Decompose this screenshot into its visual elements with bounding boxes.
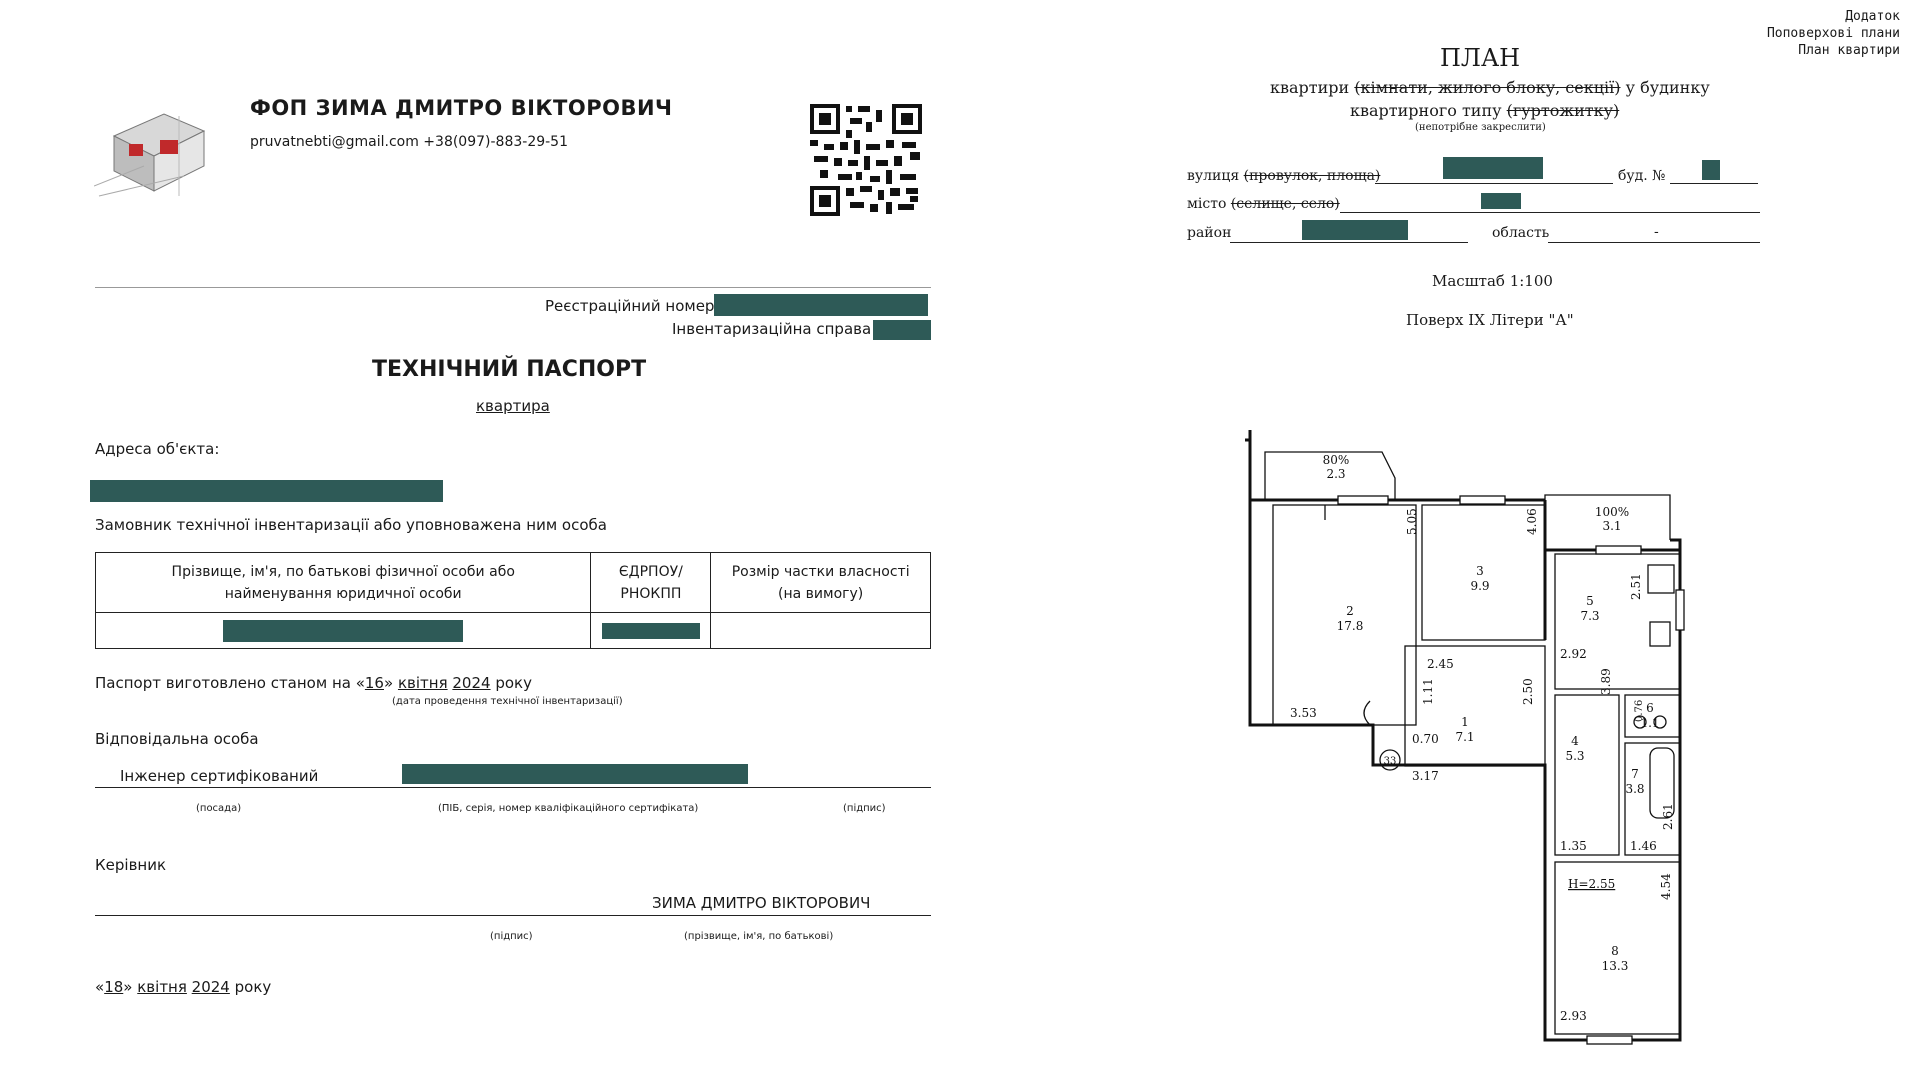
building-label: буд. № — [1618, 168, 1666, 184]
street-label: вулиця — [1187, 168, 1240, 184]
passport-date-line — [95, 674, 532, 692]
room-5-num: 5 — [1586, 594, 1594, 608]
table-header-share: Розмір частки власності (на вимогу) — [711, 553, 931, 613]
table-row — [96, 613, 931, 649]
dim-2-92: 2.92 — [1560, 647, 1587, 661]
inventory-case-redaction — [873, 320, 931, 340]
dim-1-11: 1.11 — [1421, 678, 1435, 705]
company-contacts: pruvatnebti@gmail.com +38(097)-883-29-51 — [250, 134, 569, 150]
dim-1-46: 1.46 — [1630, 839, 1657, 853]
dim-2-51: 2.51 — [1629, 573, 1643, 600]
city-line — [1340, 212, 1760, 213]
balcony-2-area: 3.1 — [1602, 519, 1622, 533]
head-label: Керівник — [95, 856, 167, 874]
street-redaction — [1443, 157, 1543, 179]
room-1-area: 7.1 — [1455, 730, 1475, 744]
table-cell-share — [711, 613, 931, 649]
appendix-corner — [1767, 8, 1900, 59]
city-label-line — [1187, 196, 1340, 212]
ceiling-height: H=2.55 — [1568, 877, 1616, 891]
inventory-case-label: Інвентаризаційна справа — [672, 320, 872, 338]
table-cell-code — [591, 613, 711, 649]
dim-0-70: 0.70 — [1412, 732, 1439, 746]
reg-number-redaction — [714, 294, 928, 316]
dim-5-05: 5.05 — [1405, 508, 1419, 535]
address-label: Адреса об'єкта: — [95, 440, 220, 458]
city-redaction — [1481, 193, 1521, 209]
balcony-1-pct: 80% — [1322, 453, 1350, 467]
floor-plan — [1230, 430, 1710, 1045]
room-8-area: 13.3 — [1601, 959, 1629, 973]
caption-fullname: (прізвище, ім'я, по батькові) — [684, 931, 834, 942]
balcony-1-area: 2.3 — [1326, 467, 1346, 481]
table-row — [96, 553, 931, 613]
city-label: місто — [1187, 196, 1227, 212]
room-2-num: 2 — [1346, 604, 1354, 618]
plan-floor: Поверх IX Літери "А" — [1406, 311, 1574, 329]
dim-2-50: 2.50 — [1521, 678, 1535, 705]
engineer-line — [95, 787, 931, 788]
plan-scale: Масштаб 1:100 — [1432, 272, 1553, 290]
passport-date-prefix: Паспорт виготовлено станом на « — [95, 674, 365, 692]
customer-label: Замовник технічної інвентаризації або уповноважена ним особа — [95, 516, 607, 534]
dim-1-35: 1.35 — [1560, 839, 1587, 853]
table-header-name: Прізвище, ім'я, по батькові фізичної особи або найменування юридичної особи — [96, 553, 591, 613]
head-name: ЗИМА ДМИТРО ВІКТОРОВИЧ — [652, 894, 871, 912]
room-3-area: 9.9 — [1470, 579, 1490, 593]
caption-signature: (підпис) — [843, 803, 886, 814]
district-line — [1230, 242, 1468, 243]
dim-2-93: 2.93 — [1560, 1009, 1587, 1023]
room-2-area: 17.8 — [1336, 619, 1364, 633]
appendix-line: План квартири — [1798, 43, 1900, 58]
table-cell-name — [96, 613, 591, 649]
code-redaction — [602, 623, 700, 639]
responsible-label: Відповідальна особа — [95, 730, 259, 748]
street-label-line — [1187, 168, 1380, 184]
signing-date-year: 2024 — [191, 978, 230, 996]
room-6-num: 6 — [1646, 701, 1654, 715]
dim-2-61: 2.61 — [1661, 803, 1675, 830]
room-6-area: 1.1 — [1640, 716, 1660, 730]
caption-certificate: (ПІБ, серія, номер кваліфікаційного сертифіката) — [438, 803, 699, 814]
signing-date-line — [95, 978, 271, 996]
district-label: район — [1187, 225, 1232, 241]
plan-line-1 — [1270, 78, 1710, 97]
qr-code-icon — [810, 104, 922, 216]
caption-signature-2: (підпис) — [490, 931, 533, 942]
signing-date-suffix: року — [234, 978, 272, 996]
dim-0-76: 0.76 — [1634, 699, 1645, 722]
stair-number: 33 — [1383, 756, 1397, 767]
dim-2-45: 2.45 — [1427, 657, 1454, 671]
table-header-code: ЄДРПОУ/ РНОКПП — [591, 553, 711, 613]
signing-date-open: « — [95, 978, 105, 996]
dim-3-89: 3.89 — [1599, 668, 1613, 695]
passport-date-day: 16 — [364, 674, 384, 692]
name-redaction — [223, 620, 463, 642]
plan-line-1-strike: (кімнати, жилого блоку, секції) — [1354, 78, 1621, 97]
plan-title: ПЛАН — [1440, 44, 1521, 72]
plan-line-2-a: квартирного типу — [1350, 101, 1502, 120]
signing-date-close: » — [123, 978, 133, 996]
dim-4-54: 4.54 — [1659, 873, 1673, 900]
head-line — [95, 915, 931, 916]
appendix-line: Додаток — [1845, 9, 1900, 24]
signing-date-day: 18 — [104, 978, 124, 996]
district-redaction — [1302, 220, 1408, 240]
building-3d-icon — [94, 96, 212, 202]
passport-date-suffix: року — [495, 674, 532, 692]
building-line — [1670, 183, 1758, 184]
region-label: область — [1492, 225, 1550, 241]
plan-line-1-b: у будинку — [1625, 78, 1710, 97]
room-3-num: 3 — [1476, 564, 1484, 578]
engineer-redaction — [402, 764, 748, 784]
room-5-area: 7.3 — [1580, 609, 1600, 623]
balcony-2-pct: 100% — [1594, 505, 1630, 519]
street-line — [1375, 183, 1613, 184]
street-label-strike: (провулок, площа) — [1243, 168, 1381, 184]
engineer-label: Інженер сертифікований — [120, 767, 319, 785]
caption-position: (посада) — [196, 803, 242, 814]
room-7-area: 3.8 — [1625, 782, 1645, 796]
room-8-num: 8 — [1611, 944, 1619, 958]
plan-line-note: (непотрібне закреслити) — [1415, 122, 1546, 133]
room-4-area: 5.3 — [1565, 749, 1585, 763]
address-redaction — [90, 480, 443, 502]
room-1-num: 1 — [1461, 715, 1469, 729]
dim-3-17: 3.17 — [1412, 769, 1439, 783]
passport-date-year: 2024 — [452, 674, 491, 692]
room-7-num: 7 — [1631, 767, 1639, 781]
region-value: - — [1654, 224, 1659, 240]
document-title: ТЕХНІЧНИЙ ПАСПОРТ — [372, 357, 647, 382]
region-line — [1548, 242, 1760, 243]
reg-number-label: Реєстраційний номер — [545, 297, 715, 315]
passport-date-month: квітня — [397, 674, 448, 692]
company-name: ФОП ЗИМА ДМИТРО ВІКТОРОВИЧ — [250, 96, 673, 120]
plan-line-2 — [1350, 101, 1619, 120]
header-divider — [95, 287, 931, 288]
signing-date-month: квітня — [137, 978, 187, 996]
plan-line-2-strike: (гуртожитку) — [1506, 101, 1620, 120]
document-subtitle: квартира — [476, 397, 550, 415]
room-4-num: 4 — [1571, 734, 1579, 748]
appendix-line: Поповерхові плани — [1766, 26, 1900, 41]
dim-4-06: 4.06 — [1525, 508, 1539, 535]
plan-line-1-a: квартири — [1270, 78, 1350, 97]
dim-3-53: 3.53 — [1290, 706, 1317, 720]
passport-date-mid: » — [383, 674, 394, 692]
owners-table — [95, 552, 931, 649]
building-redaction — [1702, 160, 1720, 180]
passport-date-note: (дата проведення технічної інвентаризації) — [392, 696, 623, 707]
city-label-strike: (селище, село) — [1230, 196, 1340, 212]
